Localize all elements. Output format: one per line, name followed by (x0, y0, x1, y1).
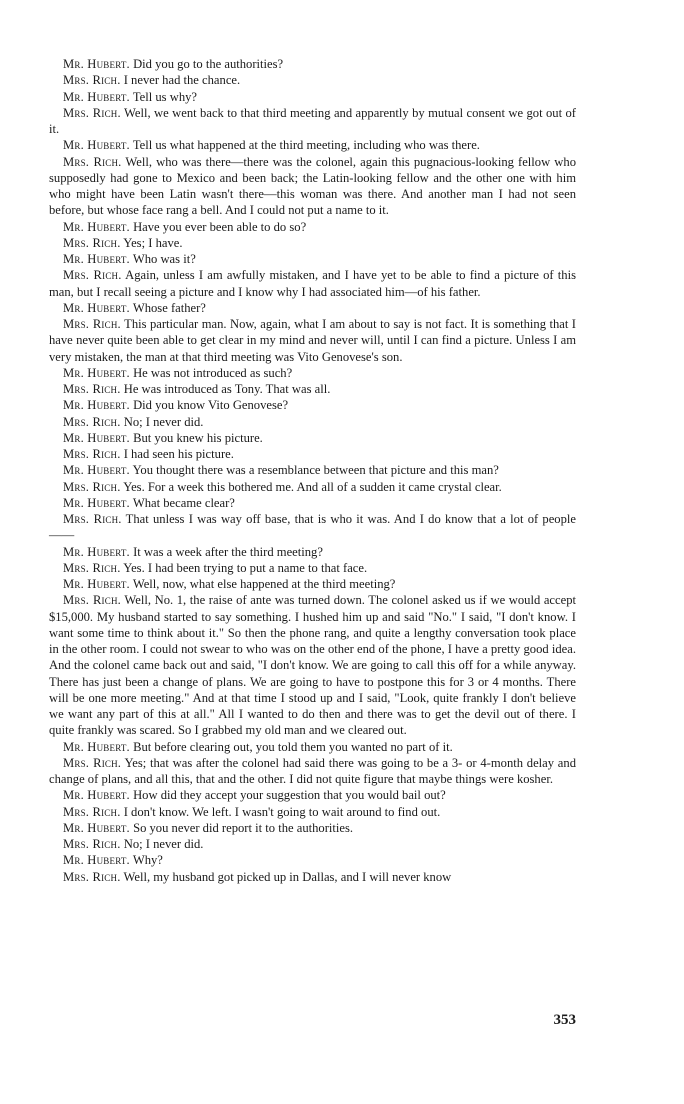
statement-text: I never had the chance. (123, 73, 241, 88)
statement-text: Tell us why? (132, 89, 198, 104)
statement-text: I don't know. We left. I wasn't going to wait around to find out. (123, 804, 441, 819)
testimony-paragraph (49, 852, 576, 868)
statement-text: Yes. I had been trying to put a name to that face. (123, 560, 368, 575)
testimony-paragraph (49, 89, 576, 105)
statement-text: Why? (132, 853, 163, 868)
statement-text: Yes. For a week this bothered me. And all of a sudden it came crystal clear. (123, 479, 502, 494)
speaker-name: Mrs. Rich. (63, 105, 121, 120)
statement-text: What became clear? (132, 495, 235, 510)
statement-text: No; I never did. (123, 837, 204, 851)
speaker-name: Mr. Hubert. (63, 138, 130, 153)
testimony-paragraph (49, 430, 576, 446)
speaker-name: Mrs. Rich. (63, 154, 122, 169)
testimony-paragraph (49, 137, 576, 153)
speaker-name: Mrs. Rich. (63, 869, 121, 884)
speaker-name: Mrs. Rich. (63, 268, 122, 283)
testimony-paragraph (49, 544, 576, 560)
speaker-name: Mr. Hubert. (63, 398, 130, 413)
speaker-name: Mrs. Rich. (63, 447, 121, 461)
speaker-name: Mrs. Rich. (63, 382, 121, 396)
testimony-paragraph (49, 251, 576, 267)
testimony-paragraph (49, 105, 576, 138)
testimony-paragraph (49, 300, 576, 316)
speaker-name: Mr. Hubert. (63, 577, 130, 591)
speaker-name: Mr. Hubert. (63, 89, 130, 104)
statement-text: So you never did report it to the authorities. (133, 820, 354, 835)
statement-text: Who was it? (132, 252, 196, 266)
speaker-name: Mrs. Rich. (63, 560, 121, 575)
speaker-name: Mr. Hubert. (63, 300, 130, 315)
testimony-paragraph (49, 56, 576, 72)
testimony-paragraph (49, 316, 576, 365)
statement-text: Whose father? (132, 300, 206, 315)
statement-text: I had seen his picture. (123, 447, 234, 461)
testimony-paragraph (49, 511, 576, 544)
testimony-paragraph (49, 836, 576, 852)
testimony-paragraph (49, 739, 576, 755)
statement-text: How did they accept your suggestion that you would bail out? (133, 788, 446, 803)
speaker-name: Mr. Hubert. (63, 252, 130, 266)
statement-text: Well, who was there—there was the colonel, again this pugnacious-looking fellow who supposedly had gone to Mexico and been back; the Latin-looking fellow and the other one with him who might have been Latin wasn't there—this woman was there. And another man I had not seen before, but whose face rang a bell. And I could not put a name to it. (49, 154, 576, 218)
speaker-name: Mr. Hubert. (63, 739, 130, 754)
statement-text: Have you ever been able to do so? (133, 219, 307, 234)
testimony-paragraph (49, 560, 576, 576)
testimony-paragraph (49, 397, 576, 413)
statement-text: Tell us what happened at the third meeting, including who was there. (132, 138, 480, 153)
statement-text: He was not introduced as such? (133, 365, 293, 380)
testimony-paragraph (49, 235, 576, 251)
speaker-name: Mr. Hubert. (63, 544, 130, 559)
testimony-paragraph (49, 365, 576, 381)
speaker-name: Mr. Hubert. (63, 430, 130, 445)
statement-text: No; I never did. (123, 414, 204, 429)
speaker-name: Mrs. Rich. (63, 512, 122, 526)
testimony-paragraph (49, 869, 576, 885)
speaker-name: Mr. Hubert. (63, 463, 130, 478)
speaker-name: Mr. Hubert. (63, 853, 130, 868)
speaker-name: Mr. Hubert. (63, 57, 130, 71)
statement-text: It was a week after the third meeting? (133, 544, 323, 559)
statement-text: Yes; that was after the colonel had said there was going to be a 3- or 4-month delay and change of plans, and all this, that and the other. I did not quite figure that maybe things were kosher. (49, 755, 576, 786)
statement-text: This particular man. Now, again, what I am about to say is not fact. It is something that I have never quite been able to get clear in my mind and never will, until I can find a picture. Unless I am very mistaken, the man at that third meeting was Vito Genovese's son. (49, 317, 577, 364)
speaker-name: Mrs. Rich. (63, 73, 121, 88)
testimony-paragraph (49, 72, 576, 88)
statement-text: Well, my husband got picked up in Dallas, and I will never know (123, 869, 452, 884)
speaker-name: Mrs. Rich. (63, 414, 121, 429)
speaker-name: Mr. Hubert. (63, 788, 130, 803)
statement-text: You thought there was a resemblance between that picture and this man? (132, 463, 499, 478)
speaker-name: Mrs. Rich. (63, 479, 121, 494)
testimony-paragraph (49, 804, 576, 820)
statement-text: Yes; I have. (123, 235, 183, 250)
testimony-paragraph (49, 820, 576, 836)
speaker-name: Mrs. Rich. (63, 837, 121, 851)
statement-text: Did you know Vito Genovese? (133, 398, 289, 413)
statement-text: But you knew his picture. (133, 430, 263, 445)
statement-text: Well, we went back to that third meeting and apparently by mutual consent we got out of it. (49, 105, 577, 136)
testimony-paragraph (49, 219, 576, 235)
speaker-name: Mrs. Rich. (63, 804, 121, 819)
testimony-paragraph (49, 479, 576, 495)
statement-text: That unless I was way off base, that is who it was. And I do know that a lot of people—— (49, 512, 576, 543)
speaker-name: Mrs. Rich. (63, 593, 122, 608)
testimony-paragraph (49, 154, 576, 219)
page-number: 353 (553, 1012, 576, 1028)
statement-text: Well, No. 1, the raise of ante was turned down. The colonel asked us if we would accept $15,000. My husband started to say something. I hushed him up and said "No." I said, "I don't know. I want some time to think about it." So then the phone rang, and quite a lengthy conversation took place in the other room. I could not swear to who was on the other end of the phone, I have a pretty good idea. And the colonel came back out and said, "I don't know. We are going to call this off for a while anyway. There has just been a change of plans. We are going to have to postpone this for 3 or 4 months. There will be one more meeting." And at that time I stood up and I said, "Look, quite frankly I don't believe we want any part of this at all." All I wanted to do then and there was to get the devil out of there. I quite frankly was scared. So I grabbed my old man and we cleared out. (49, 593, 576, 738)
speaker-name: Mrs. Rich. (63, 317, 121, 331)
testimony-paragraph (49, 446, 576, 462)
speaker-name: Mr. Hubert. (63, 820, 130, 835)
testimony-paragraph (49, 462, 576, 478)
statement-text: Well, now, what else happened at the third meeting? (132, 577, 396, 591)
statement-text: He was introduced as Tony. That was all. (123, 382, 331, 396)
testimony-paragraph (49, 381, 576, 397)
speaker-name: Mrs. Rich. (63, 755, 122, 770)
statement-text: But before clearing out, you told them you wanted no part of it. (133, 739, 453, 754)
speaker-name: Mr. Hubert. (63, 495, 130, 510)
testimony-paragraph (49, 576, 576, 592)
testimony-transcript (49, 56, 576, 885)
speaker-name: Mr. Hubert. (63, 219, 130, 234)
testimony-paragraph (49, 787, 576, 803)
testimony-paragraph (49, 414, 576, 430)
testimony-paragraph (49, 267, 576, 300)
statement-text: Did you go to the authorities? (133, 57, 284, 71)
testimony-paragraph (49, 755, 576, 788)
testimony-paragraph (49, 495, 576, 511)
statement-text: Again, unless I am awfully mistaken, and I have yet to be able to find a picture of this man, but I recall seeing a picture and I know why I had associated him—of his father. (49, 268, 576, 299)
speaker-name: Mr. Hubert. (63, 365, 130, 380)
testimony-paragraph (49, 592, 576, 738)
speaker-name: Mrs. Rich. (63, 235, 121, 250)
